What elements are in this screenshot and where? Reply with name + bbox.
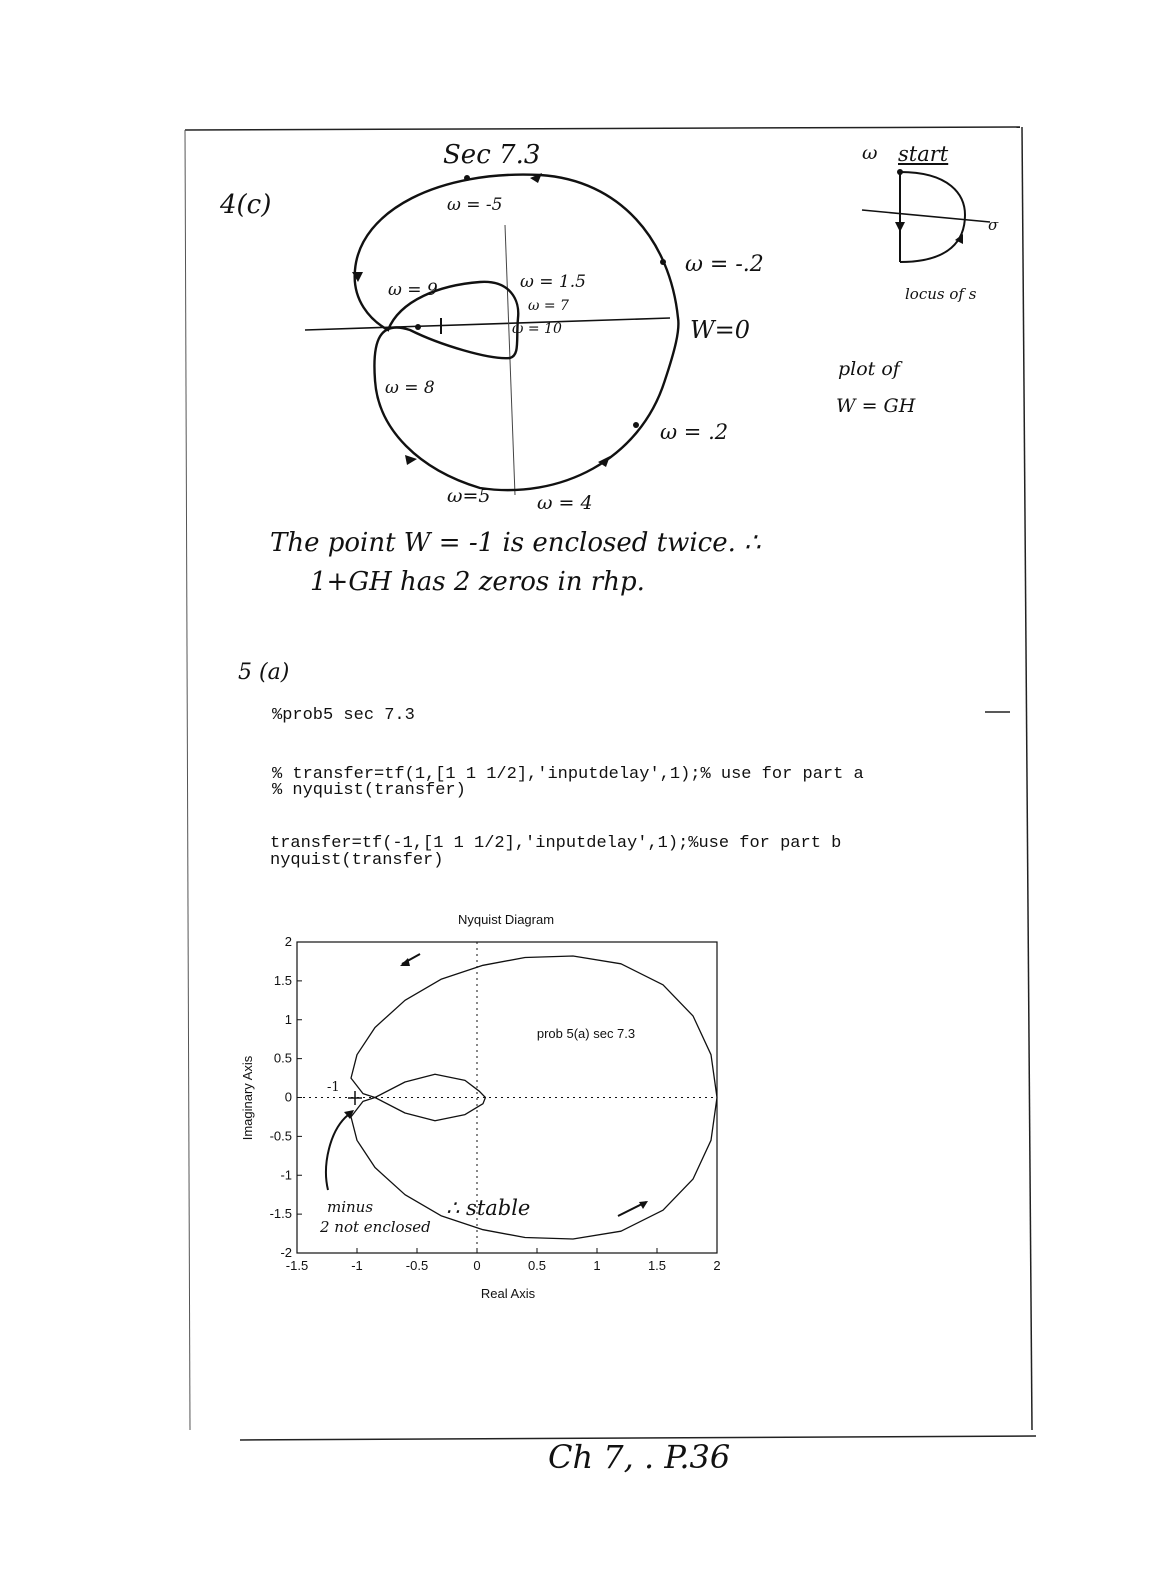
x-tick-label: -1.5 bbox=[285, 1258, 309, 1273]
y-tick-label: -0.5 bbox=[269, 1128, 292, 1144]
w-gh-label: W = GH bbox=[836, 395, 916, 417]
y-tick-label: 0.5 bbox=[273, 1050, 292, 1066]
code-line: nyquist(transfer) bbox=[270, 851, 444, 870]
omega-label: ω = 9 bbox=[388, 280, 438, 300]
section-label: Sec 7.3 bbox=[443, 140, 541, 170]
y-tick-label: 1.5 bbox=[273, 972, 292, 988]
problem-5a-label: 5 (a) bbox=[238, 660, 290, 685]
omega-label: ω = 10 bbox=[512, 321, 562, 337]
note-minus: minus bbox=[327, 1198, 374, 1216]
page-footer: Ch 7, . P.36 bbox=[548, 1438, 731, 1476]
y-axis-label: Imaginary Axis bbox=[240, 1055, 255, 1141]
omega-label: ω=5 bbox=[447, 485, 491, 507]
omega-label: ω = -5 bbox=[447, 195, 503, 215]
y-tick-label: 2 bbox=[284, 934, 292, 949]
y-tick-label: -1 bbox=[280, 1167, 292, 1183]
sketch-sigma-label: σ bbox=[988, 216, 999, 234]
omega-label: ω = 7 bbox=[528, 298, 569, 314]
code-line: % transfer=tf(1,[1 1 1/2],'inputdelay',1);% use for part a bbox=[272, 765, 864, 784]
code-line: % nyquist(transfer) bbox=[272, 781, 466, 800]
x-tick-label: 2 bbox=[713, 1258, 721, 1273]
y-tick-label: -1.5 bbox=[269, 1206, 292, 1222]
code-line: transfer=tf(-1,[1 1 1/2],'inputdelay',1);%use for part b bbox=[270, 834, 842, 853]
x-tick-label: 0.5 bbox=[527, 1258, 547, 1273]
sketch-omega-label: ω bbox=[862, 142, 878, 164]
code-line: %prob5 sec 7.3 bbox=[272, 706, 415, 725]
conclusion-line-2: 1+GH has 2 zeros in rhp. bbox=[310, 567, 645, 597]
chart-annotation: prob 5(a) sec 7.3 bbox=[536, 1026, 636, 1041]
y-tick-label: 0 bbox=[284, 1089, 292, 1105]
w-zero-label: W=0 bbox=[690, 316, 751, 344]
chart-title: Nyquist Diagram bbox=[457, 912, 555, 927]
y-tick-label: 1 bbox=[284, 1011, 292, 1027]
minus-one-label: -1 bbox=[327, 1080, 340, 1095]
note-not-enclosed: 2 not enclosed bbox=[320, 1218, 431, 1236]
x-axis-label: Real Axis bbox=[480, 1286, 536, 1301]
omega-label: ω = .2 bbox=[660, 420, 729, 444]
omega-label: ω = 8 bbox=[385, 378, 435, 398]
conclusion-line-1: The point W = -1 is enclosed twice. ∴ bbox=[270, 528, 761, 558]
sketch-start-label: start bbox=[898, 142, 949, 166]
problem-4c-label: 4(c) bbox=[220, 190, 272, 220]
x-tick-label: -0.5 bbox=[405, 1258, 429, 1273]
locus-label: locus of s bbox=[905, 285, 977, 303]
omega-label: ω = 4 bbox=[537, 492, 593, 514]
note-stable: ∴ stable bbox=[446, 1196, 531, 1220]
x-tick-label: 1.5 bbox=[647, 1258, 667, 1273]
y-tick-label: -2 bbox=[280, 1245, 292, 1260]
x-tick-label: 1 bbox=[593, 1258, 601, 1273]
x-tick-label: 0 bbox=[473, 1258, 481, 1273]
x-tick-label: -1 bbox=[351, 1258, 363, 1273]
plot-of-label: plot of bbox=[838, 358, 900, 380]
omega-label: ω = 1.5 bbox=[520, 272, 586, 292]
omega-label: ω = -.2 bbox=[685, 252, 764, 277]
